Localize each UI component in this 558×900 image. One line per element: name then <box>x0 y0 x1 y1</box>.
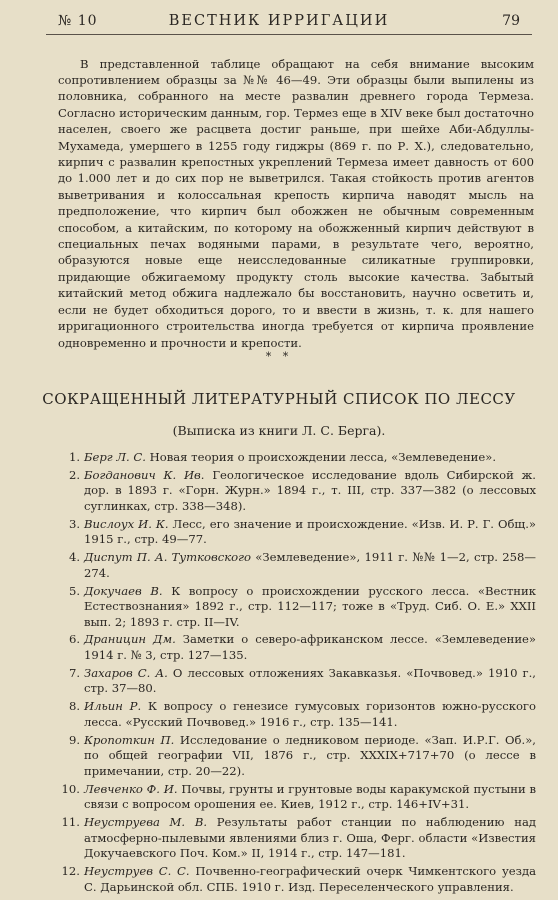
entry-number: 11. <box>61 814 80 829</box>
bibliography-entry <box>58 864 536 895</box>
entry-author: Вислоух И. К. <box>84 516 169 531</box>
entry-author: Богданович К. Ив. <box>84 467 205 482</box>
entry-author: Неуструев С. С. <box>84 863 190 878</box>
header-rule <box>46 34 532 35</box>
bibliography-entry <box>58 815 536 862</box>
entry-text: О лессовых отложениях Закавказья. «Почвовед.» 1910 г., стр. 37—80. <box>84 665 536 696</box>
entry-number: 4. <box>68 550 80 565</box>
section-title: СОКРАЩЕННЫЙ ЛИТЕРАТУРНЫЙ СПИСОК ПО ЛЕССУ <box>42 390 516 408</box>
bibliography-entry <box>58 632 536 663</box>
page-header <box>0 10 558 34</box>
bibliography-entry <box>58 468 536 515</box>
bibliography-entry <box>58 699 536 730</box>
issue-number: № 10 <box>58 13 98 29</box>
bibliography-entry <box>58 782 536 813</box>
bibliography-entry <box>58 450 536 466</box>
entry-author: Ильин Р. <box>84 699 142 714</box>
entry-author: Докучаев В. <box>84 583 163 598</box>
entry-number: 3. <box>68 516 80 531</box>
entry-text: Почвенно-географический очерк Чимкентского уезда С. Дарьинской обл. СПБ. 1910 г. Изд. Переселенческого управления. <box>84 863 536 894</box>
entry-number: 10. <box>61 781 80 796</box>
entry-number: 12. <box>61 863 80 878</box>
entry-text: Заметки о северо-африканском лессе. «Землеведение» 1914 г. № 3, стр. 127—135. <box>84 632 537 663</box>
entry-text: «Землеведение», 1911 г. №№ 1—2, стр. 258—274. <box>84 550 536 580</box>
entry-author: Диспут П. А. Тутковского <box>84 550 251 565</box>
entry-number: 6. <box>68 632 80 647</box>
section-divider: * * <box>265 350 293 363</box>
entry-number: 1. <box>68 450 80 464</box>
entry-author: Левченко Ф. И. <box>84 781 178 796</box>
bibliography-entry <box>58 733 536 780</box>
bibliography-entry <box>58 584 536 631</box>
entry-author: Берг Л. С. <box>84 450 146 464</box>
page-number: 79 <box>502 13 520 29</box>
entry-text: К вопросу о генезисе гумусовых горизонтов южно-русского лесса. «Русский Почвовед.» 1916 г., стр. 135—141. <box>84 699 536 729</box>
entry-number: 2. <box>68 467 80 482</box>
bibliography-entry <box>58 517 536 548</box>
entry-number: 5. <box>68 583 80 598</box>
body-paragraph: В представленной таблице обращают на себя внимание высоким сопротивлением образцы за №№ 46—49. Эти образцы были выпилены из половника, собранного на месте развалин древнего города Термеза. Согласно историческим данным, гор. Термез еще в XIV веке был достаточно населен, своего же расцвета достиг раньше, при шейхе Аби-Абдуллы-Мухамеда, умершего в 1255 году гиджры (869 г. по Р. Х.), следовательно, кирпич с развалин крепостных укреплений Термеза имеет давность от 600 до 1.000 лет и до сих пор не выветрился. Такая стойкость против агентов выветривания и колоссальная крепость кирпича наводят мысль на предположение, что кирпич был обожжен не обычным современным способом, а китайским, по которому на обожженный кирпич действуют в специальных печах водяными парами, в результате чего, вероятно, образуются новые еще неисследованные силикатные группировки, придающие обжигаемому продукту столь высокие качества. Забытый китайский метод обжига надлежало бы восстановить, научно осветить и, если не будет обходиться дорого, то и ввести в жизнь, т. к. для нашего ирригационного строительства иногда требуется от кирпича проявление одновременно и прочности и крепости. <box>58 56 534 350</box>
bibliography-entry <box>58 666 536 697</box>
entry-author: Неуструева М. В. <box>84 814 208 829</box>
journal-title: ВЕСТНИК ИРРИГАЦИИ <box>168 13 390 29</box>
entry-text: Результаты работ станции по наблюдению над атмосферно-пылевыми явлениями близ г. Оша, Ферг. области «Известия Докучаевского Поч. Ком.» II, 1914 г., стр. 147—181. <box>84 814 536 861</box>
entry-number: 8. <box>68 699 80 714</box>
bibliography-list <box>58 450 536 897</box>
entry-text: Почвы, грунты и грунтовые воды каракумской пустыни в связи с вопросом орошения ее. Киев, 1912 г., стр. 146+IV+31. <box>84 781 536 812</box>
entry-number: 9. <box>68 732 80 747</box>
entry-number: 7. <box>68 665 80 680</box>
entry-text: К вопросу о происхождении русского лесса. «Вестник Естествознания» 1892 г., стр. 112—117; тоже в «Труд. Сиб. О. Е.» XXII вып. 2; 1893 г. стр. II—IV. <box>84 583 536 629</box>
entry-text: Лесс, его значение и происхождение. «Изв. И. Р. Г. Общ.» 1915 г., стр. 49—77. <box>84 516 536 547</box>
entry-text: Новая теория о происхождении лесса, «Землеведение». <box>145 450 497 464</box>
entry-text: Геологическое исследование вдоль Сибирской ж. дор. в 1893 г. «Горн. Журн.» 1894 г., т. III, стр. 337—382 (о лессовых суглинках, стр. 338—348). <box>84 467 536 513</box>
entry-author: Кропоткин П. <box>84 732 175 747</box>
section-subtitle: (Выписка из книги Л. С. Берга). <box>172 423 386 438</box>
entry-author: Драницин Дм. <box>84 632 176 647</box>
bibliography-entry <box>58 550 536 581</box>
entry-author: Захаров С. А. <box>84 665 168 680</box>
entry-text: Исследование о ледниковом периоде. «Зап. И.Р.Г. Об.», по общей географии VII, 1876 г., стр. XXXIX+717+70 (о лессе в примечании, стр. 20—22). <box>84 732 536 778</box>
